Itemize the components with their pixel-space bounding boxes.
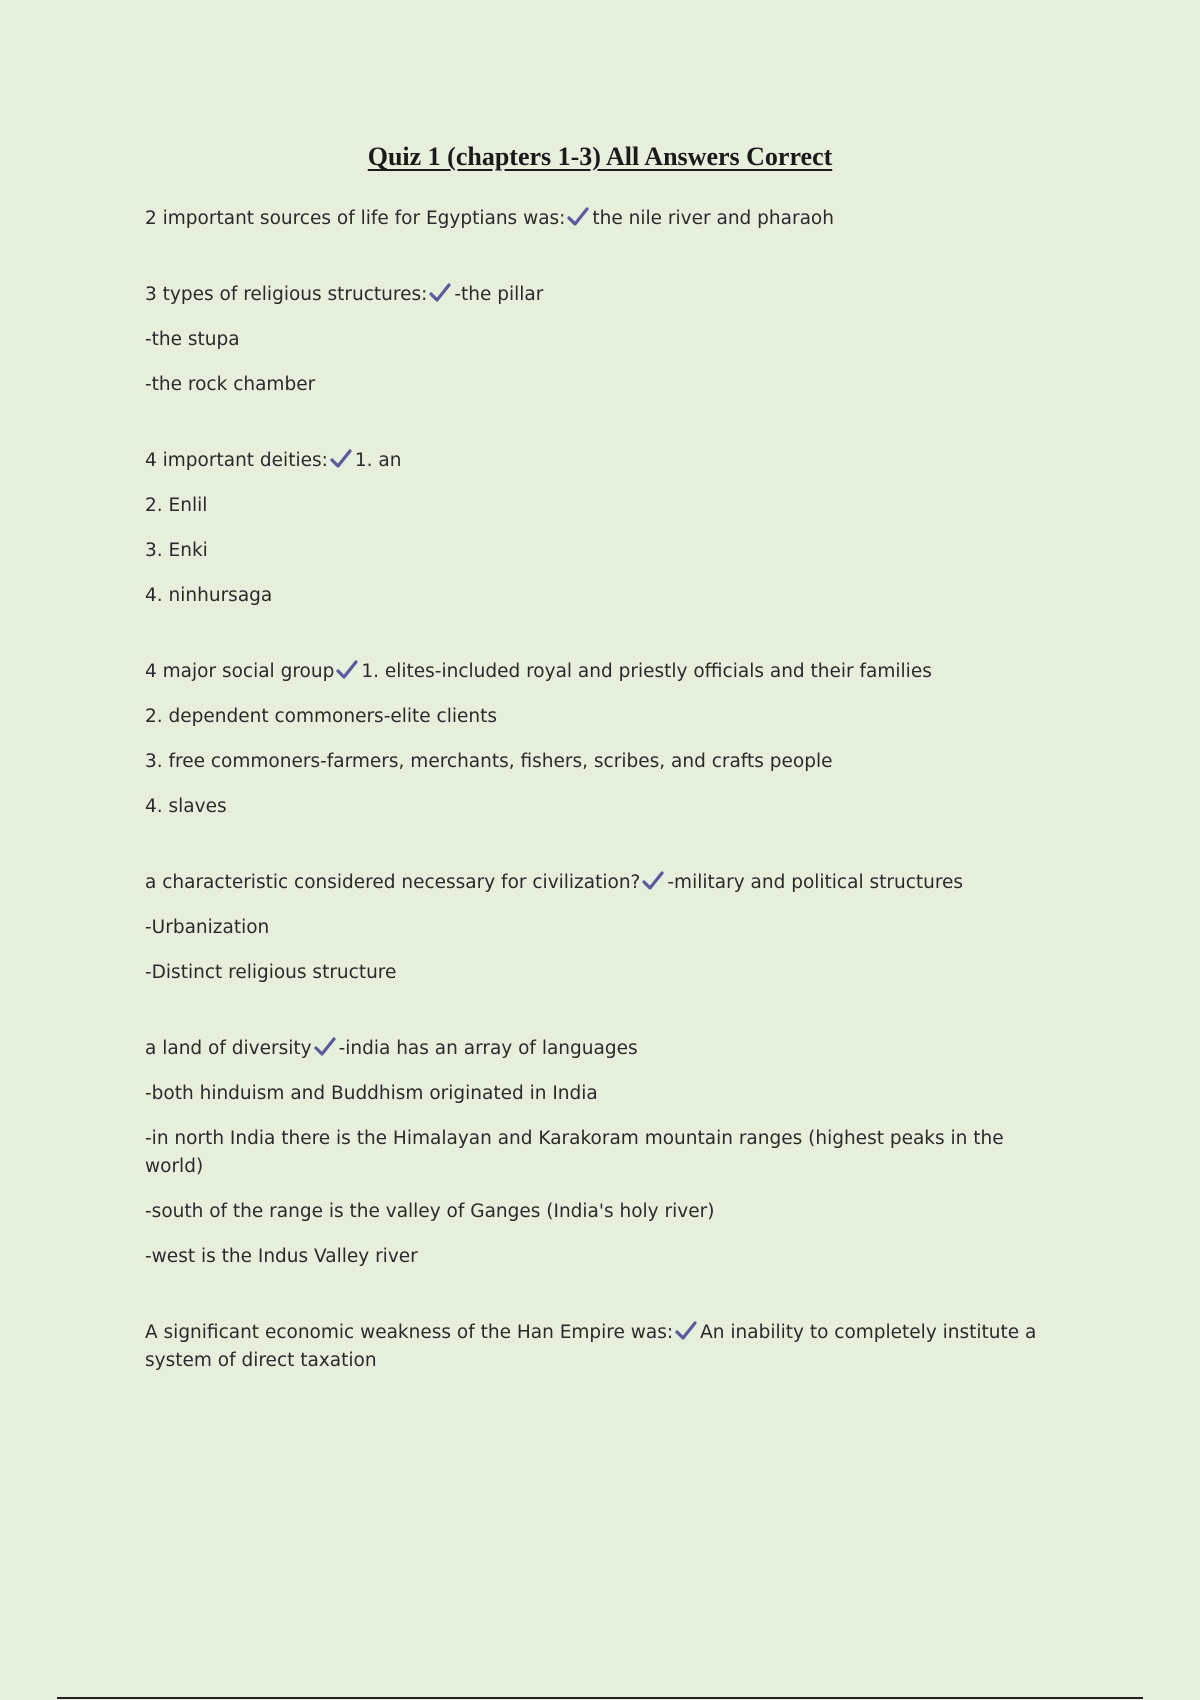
answer-text: -the pillar xyxy=(454,284,544,305)
question-prompt: 3 types of religious structures: xyxy=(145,284,428,305)
question-line xyxy=(145,281,1045,309)
answer-line: -Distinct religious structure xyxy=(145,962,397,983)
quiz-question xyxy=(145,281,1045,399)
answer-text: the nile river and pharaoh xyxy=(592,208,834,229)
checkmark-icon xyxy=(336,659,358,681)
answer-text: 1. elites-included royal and priestly officials and their families xyxy=(361,661,932,682)
answer-line: 4. ninhursaga xyxy=(145,585,273,606)
checkmark-icon xyxy=(429,282,451,304)
answer-text: 1. an xyxy=(354,450,402,471)
question-line xyxy=(145,447,1045,475)
question-line xyxy=(145,658,1045,686)
quiz-question xyxy=(145,658,1045,821)
question-line xyxy=(145,1035,1045,1063)
answer-line: 3. Enki xyxy=(145,540,208,561)
answer-text: -india has an array of languages xyxy=(338,1038,638,1059)
quiz-question xyxy=(145,205,1045,233)
quiz-question xyxy=(145,1319,1045,1375)
question-prompt: 2 important sources of life for Egyptians was: xyxy=(145,208,566,229)
question-line xyxy=(145,869,1045,897)
answer-line: 2. Enlil xyxy=(145,495,208,516)
answer-line: 3. free commoners-farmers, merchants, fishers, scribes, and crafts people xyxy=(145,751,833,772)
quiz-question xyxy=(145,1035,1045,1271)
footer-divider xyxy=(57,1697,1143,1699)
answer-line: -in north India there is the Himalayan and Karakoram mountain ranges (highest peaks in the world) xyxy=(145,1128,1004,1177)
question-prompt: a land of diversity xyxy=(145,1038,312,1059)
answer-text: -military and political structures xyxy=(667,872,964,893)
question-line xyxy=(145,205,1045,233)
quiz-question xyxy=(145,447,1045,610)
checkmark-icon xyxy=(642,870,664,892)
quiz-question xyxy=(145,869,1045,987)
answer-line: -both hinduism and Buddhism originated in India xyxy=(145,1083,598,1104)
question-prompt: a characteristic considered necessary for civilization? xyxy=(145,872,641,893)
answer-text: An inability to completely institute a system of direct taxation xyxy=(145,1322,1037,1371)
quiz-content xyxy=(145,205,1045,1423)
checkmark-icon xyxy=(330,448,352,470)
question-prompt: 4 major social group xyxy=(145,661,335,682)
question-prompt: 4 important deities: xyxy=(145,450,328,471)
answer-line: -Urbanization xyxy=(145,917,270,938)
answer-line: -west is the Indus Valley river xyxy=(145,1246,418,1267)
answer-line: -the stupa xyxy=(145,329,240,350)
checkmark-icon xyxy=(567,206,589,228)
checkmark-icon xyxy=(314,1036,336,1058)
question-prompt: A significant economic weakness of the Han Empire was: xyxy=(145,1322,674,1343)
checkmark-icon xyxy=(675,1320,697,1342)
answer-line: 2. dependent commoners-elite clients xyxy=(145,706,497,727)
answer-line: 4. slaves xyxy=(145,796,227,817)
answer-line: -the rock chamber xyxy=(145,374,316,395)
answer-line: -south of the range is the valley of Ganges (India's holy river) xyxy=(145,1201,715,1222)
question-line xyxy=(145,1319,1045,1375)
page-title: Quiz 1 (chapters 1-3) All Answers Correct xyxy=(367,142,833,171)
